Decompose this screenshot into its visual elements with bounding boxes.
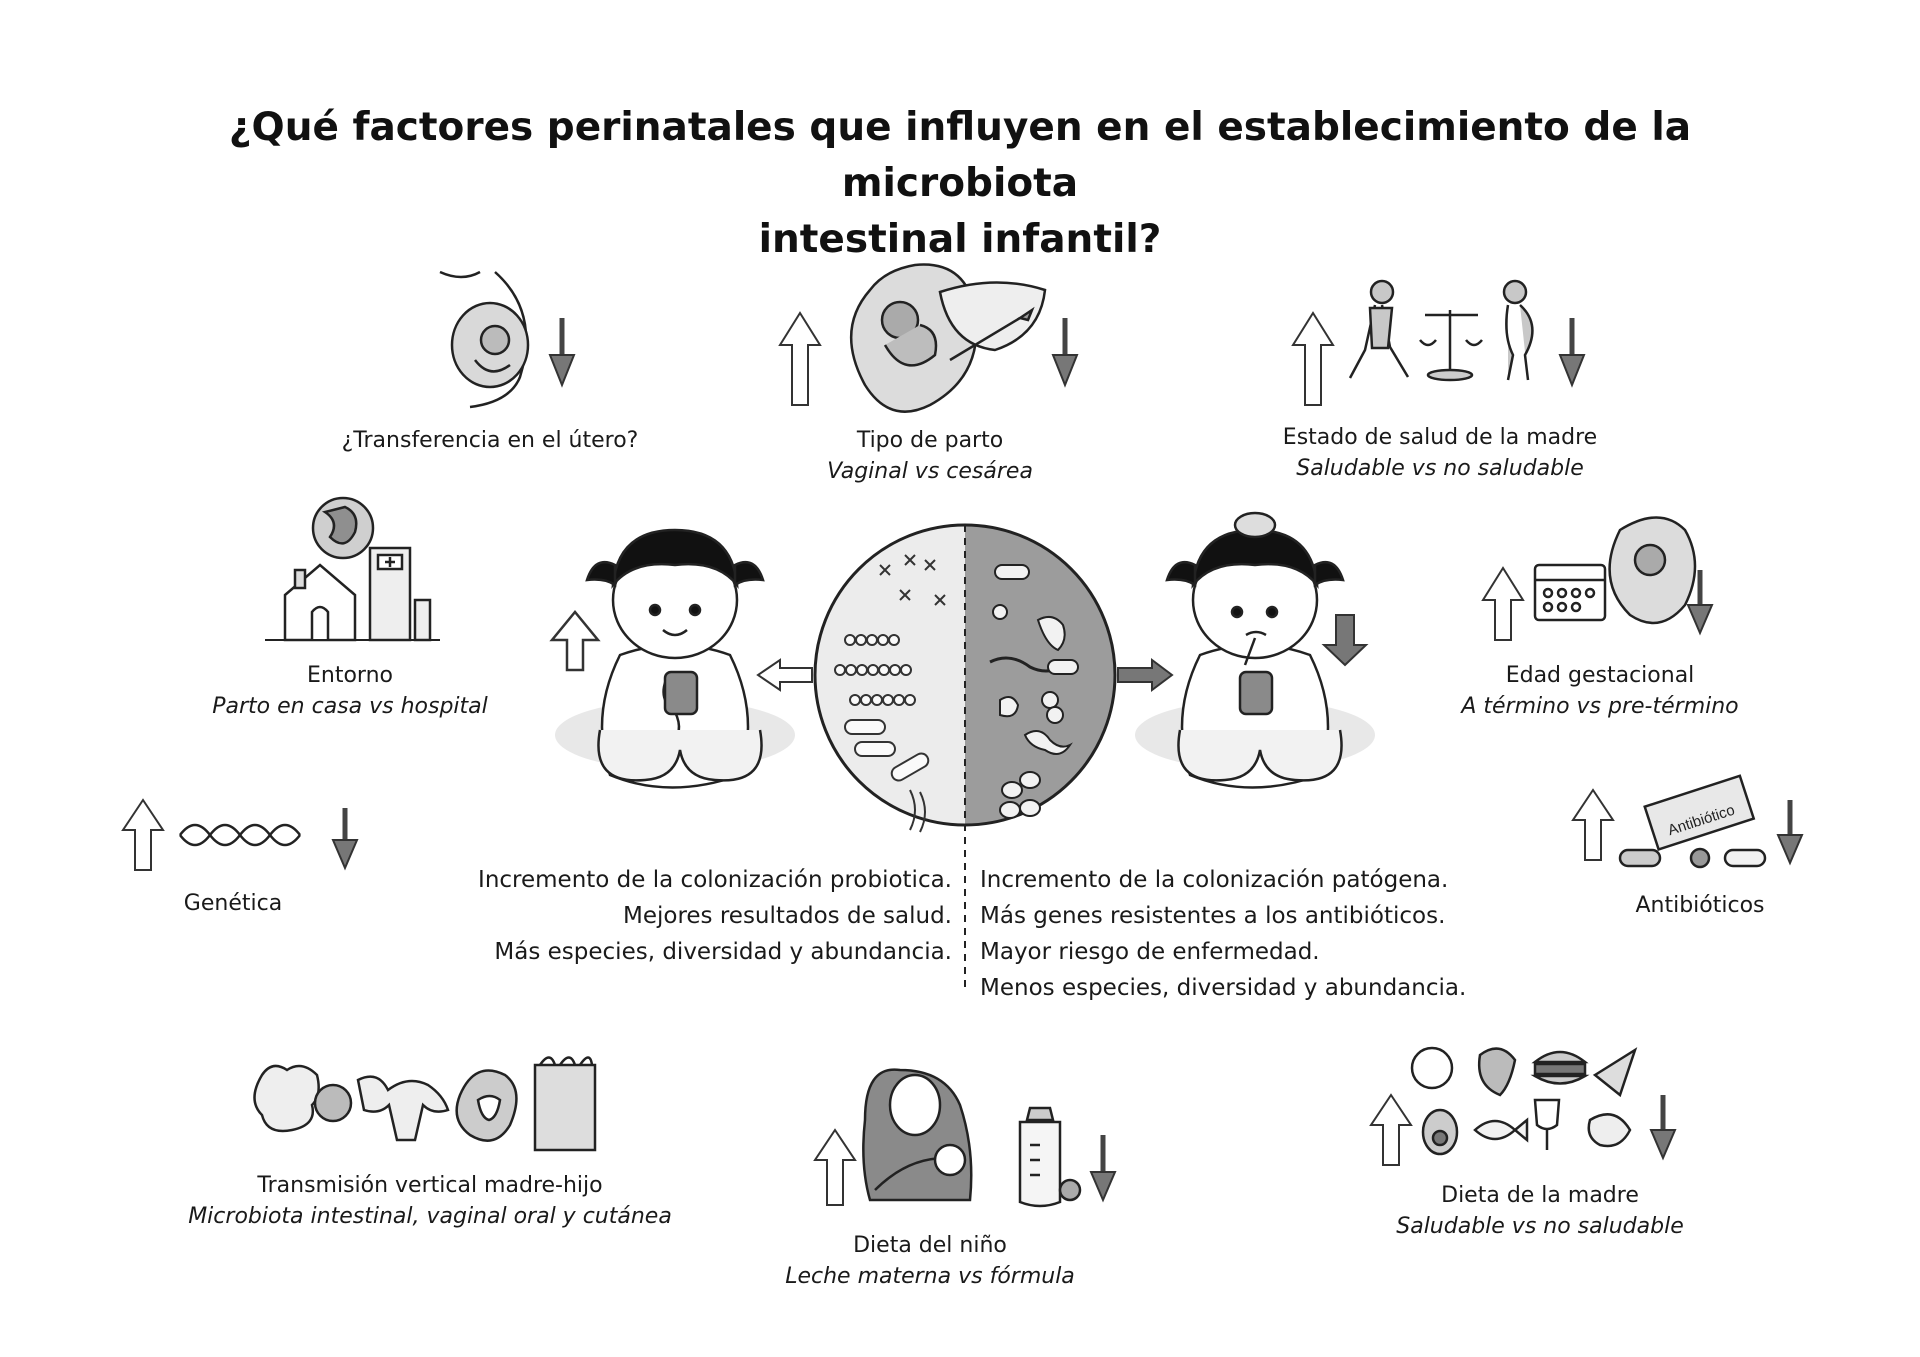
calendar-icon — [1535, 565, 1605, 620]
title-line-1: ¿Qué factores perinatales que influyen en el establecimiento de la microbiota — [228, 105, 1692, 206]
down-arrow-icon — [1651, 1095, 1675, 1158]
label-mother-diet: Dieta de la madre Saludable vs no saludable — [1396, 1183, 1684, 1239]
label-delivery: Tipo de parto Vaginal vs cesárea — [827, 428, 1033, 484]
unhealthy-outcome-line: Mayor riesgo de enfermedad. — [980, 939, 1320, 965]
down-arrow-icon — [333, 808, 357, 868]
label-mother-health: Estado de salud de la madre Saludable vs no saludable — [1282, 425, 1598, 481]
label-child-diet: Dieta del niño Leche materna vs fórmula — [785, 1233, 1075, 1289]
unhealthy-outcome-line: Menos especies, diversidad y abundancia. — [980, 975, 1467, 1001]
up-arrow-icon — [780, 313, 820, 405]
title-line-2: intestinal infantil? — [758, 217, 1162, 262]
pregnant-belly-icon — [440, 272, 528, 407]
healthy-child-illustration — [555, 530, 795, 788]
up-arrow-icon — [1483, 568, 1523, 640]
up-arrow-icon — [1371, 1095, 1411, 1165]
label-genetics: Genética — [183, 891, 283, 916]
baby-bottle-icon — [1020, 1108, 1080, 1206]
down-arrow-icon — [1053, 318, 1077, 385]
healthy-outcomes — [380, 862, 952, 970]
dna-icon — [180, 825, 300, 845]
up-arrow-icon — [1293, 313, 1333, 405]
organs-icon — [255, 1058, 596, 1151]
breastfeeding-mother-icon — [863, 1070, 971, 1200]
walking-woman-icon — [1350, 281, 1408, 378]
antibiotic-box-label: Antibiótico — [1665, 801, 1737, 840]
up-arrow-icon — [552, 612, 598, 670]
down-arrow-icon — [550, 318, 574, 385]
unhealthy-outcome-line: Incremento de la colonización patógena. — [980, 867, 1449, 893]
balance-scale-icon — [1420, 310, 1482, 380]
up-arrow-icon — [123, 800, 163, 870]
right-arrow-icon — [1118, 660, 1172, 690]
healthy-outcome-line: Mejores resultados de salud. — [623, 903, 952, 929]
down-arrow-icon — [1560, 318, 1584, 385]
food-items-icon — [1412, 1048, 1635, 1154]
globe-icon — [313, 498, 373, 558]
left-arrow-icon — [758, 660, 812, 690]
healthy-outcome-line: Más especies, diversidad y abundancia. — [494, 939, 952, 965]
hospital-icon — [370, 548, 430, 640]
healthy-outcome-line: Incremento de la colonización probiotica. — [478, 867, 952, 893]
down-arrow-icon — [1778, 800, 1802, 863]
label-gestational-age: Edad gestacional A término vs pre-término — [1461, 663, 1739, 719]
up-arrow-icon — [1573, 790, 1613, 860]
label-vertical-transmission: Transmisión vertical madre-hijo Microbiota intestinal, vaginal oral y cutánea — [188, 1173, 672, 1229]
unhealthy-outcomes — [980, 862, 1540, 1006]
label-environment: Entorno Parto en casa vs hospital — [212, 663, 488, 719]
down-arrow-icon — [1324, 615, 1366, 665]
up-arrow-icon — [815, 1130, 855, 1205]
fetus-womb-icon — [1610, 518, 1695, 624]
label-transfer: ¿Transferencia en el útero? — [341, 428, 639, 453]
down-arrow-icon — [1091, 1135, 1115, 1200]
pregnant-woman-icon — [1504, 281, 1532, 380]
label-antibiotics: Antibióticos — [1635, 893, 1765, 918]
unhealthy-outcome-line: Más genes resistentes a los antibióticos. — [980, 903, 1446, 929]
house-icon — [285, 565, 355, 640]
